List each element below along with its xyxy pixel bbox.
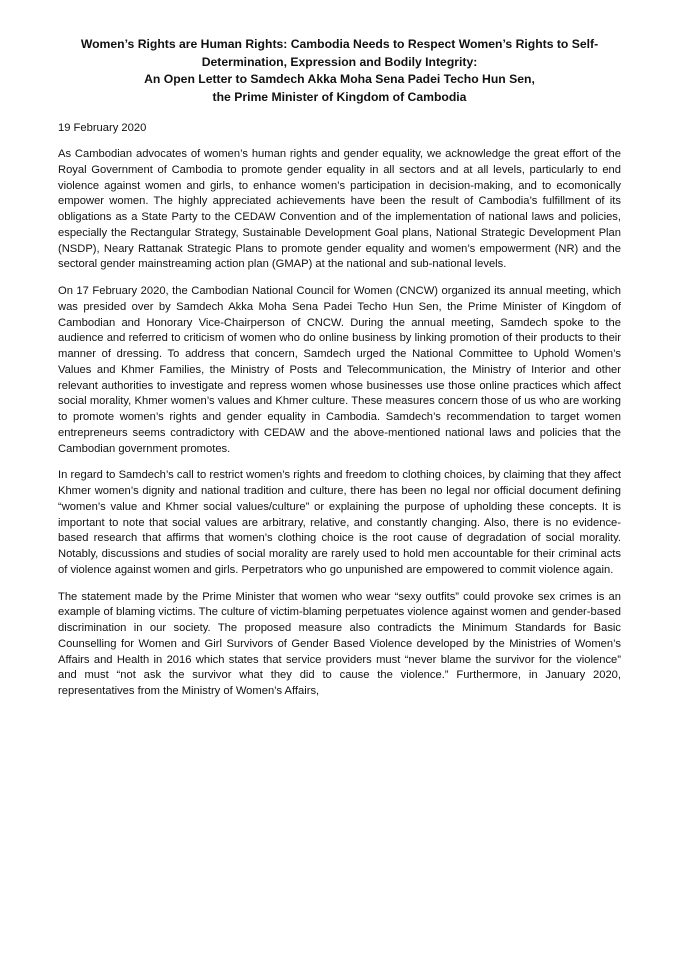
paragraph-1: As Cambodian advocates of women’s human rights and gender equality, we acknowledge the great effort of the Royal Government of Cambodia to promote gender equality in all sectors and at all levels, particularly to end violence against women and girls, to enhance women’s participation in decision-making, and to ecomonically empower women. The highly appreciated achievements have been the result of Cambodia’s fulfillment of its obligations as a State Party to the CEDAW Convention and of the implementation of national laws and policies, especially the Rectangular Strategy, Sustainable Development Goal plans, National Strategic Development Plan (NSDP), Neary Rattanak Strategic Plans to promote gender equality and women’s empowerment (NR) and the sectoral gender mainstreaming action plan (GMAP) at the national and sub-national levels. bbox=[58, 148, 621, 271]
title-line-2: An Open Letter to Samdech Akka Moha Sena Padei Techo Hun Sen, bbox=[144, 72, 535, 86]
letter-title bbox=[58, 36, 621, 106]
title-line-1: Women’s Rights are Human Rights: Cambodia Needs to Respect Women’s Rights to Self-Determination, Expression and Bodily Integrity: bbox=[80, 37, 599, 69]
paragraph-3: In regard to Samdech’s call to restrict women’s rights and freedom to clothing choices, by claiming that they affect Khmer women’s dignity and national tradition and culture, there has been no legal nor official document defining “women’s value and Khmer social values/culture” or explaining the purpose of upholding these concepts. It is important to note that social values are arbitrary, relative, and constantly changing. Also, there is no evidence-based research that affirms that women’s clothing choice is the root cause of degradation of social morality. Notably, discussions and studies of social morality are rarely used to hold men accountable for their criminal acts of violence against women and girls. Perpetrators who go unpunished are empowered to commit violence again. bbox=[58, 469, 621, 576]
title-line-3: the Prime Minister of Kingdom of Cambodia bbox=[212, 89, 467, 104]
letter-date: 19 February 2020 bbox=[58, 122, 147, 134]
paragraph-4: The statement made by the Prime Minister that women who wear “sexy outfits” could provoke sex crimes is an example of blaming victims. The culture of victim-blaming perpetuates violence against women and gender-based discrimination in our society. The proposed measure also contradicts the Minimum Standards for Basic Counselling for Women and Girl Survivors of Gender Based Violence developed by the Ministries of Women’s Affairs and Health in 2016 which states that service providers must “never blame the survivor for the violence” and must “not ask the survivor what they did to cause the violence.” Furthermore, in January 2020, representatives from the Ministry of Women’s Affairs, bbox=[58, 590, 621, 697]
paragraph-2: On 17 February 2020, the Cambodian National Council for Women (CNCW) organized its annual meeting, which was presided over by Samdech Akka Moha Sena Padei Techo Hun Sen, the Prime Minister of Kingdom of Cambodian and Honorary Vice-Chairperson of CNCW. During the annual meeting, Samdech spoke to the audience and referred to criticism of women who do online business by linking promotion of their products to their manner of dressing. To address that concern, Samdech urged the National Committee to Uphold Women’s Values and Khmer Families, the Ministry of Posts and Telecommunication, the Ministry of Interior and other relevant authorities to investigate and repress women whose businesses use those online practices which affect social morality, Khmer women’s values and Khmer culture. These measures concern those of us who are working to promote women’s rights and gender equality in Cambodia. Samdech’s recommendation to target women entrepreneurs seems contradictory with CEDAW and the above-mentioned national laws and policies that the Cambodian government promotes. bbox=[58, 285, 621, 455]
